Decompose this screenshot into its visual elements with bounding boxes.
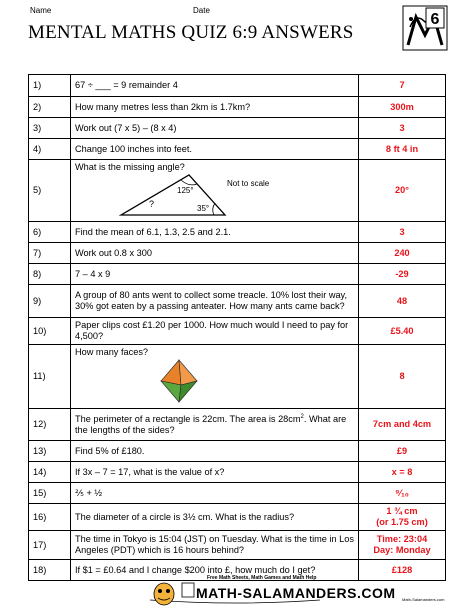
question-number: 11)	[29, 345, 71, 409]
answer: 240	[359, 243, 446, 264]
question-number: 12)	[29, 409, 71, 441]
question-number: 17)	[29, 531, 71, 560]
answer	[359, 531, 446, 560]
question-text: How many faces?	[75, 347, 149, 357]
answer	[359, 504, 446, 531]
table-row	[29, 285, 446, 318]
table-row	[29, 75, 446, 97]
quiz-table	[28, 74, 446, 581]
question-number: 1)	[29, 75, 71, 97]
footer-logo-m: M	[196, 585, 209, 601]
table-row	[29, 97, 446, 118]
angle-top-label: 125°	[177, 186, 194, 195]
name-date-line	[30, 6, 210, 15]
answer: £9	[359, 441, 446, 462]
table-row	[29, 441, 446, 462]
angle-right-label: 35°	[197, 204, 210, 213]
table-row	[29, 139, 446, 160]
question-number: 2)	[29, 97, 71, 118]
table-row	[29, 409, 446, 441]
answer-line-2: Day: Monday	[373, 545, 431, 555]
answer: 300m	[359, 97, 446, 118]
question-text: The perimeter of a rectangle is 22cm. The area is 28cm	[75, 413, 301, 424]
scale-note: Not to scale	[227, 179, 270, 188]
answer: 7cm and 4cm	[359, 409, 446, 441]
table-row	[29, 531, 446, 560]
octahedron-figure	[157, 359, 201, 403]
answer: ⁹⁄₁₀	[359, 483, 446, 504]
question-cell	[71, 409, 359, 441]
table-row	[29, 118, 446, 139]
question-text: Change 100 inches into feet.	[71, 139, 359, 160]
answer: 7	[359, 75, 446, 97]
table-row	[29, 243, 446, 264]
answer: 48	[359, 285, 446, 318]
question-text: Find 5% of £180.	[71, 441, 359, 462]
page-title: MENTAL MATHS QUIZ 6:9 ANSWERS	[28, 22, 354, 43]
answer: 8 ft 4 in	[359, 139, 446, 160]
question-number: 7)	[29, 243, 71, 264]
question-text: The diameter of a circle is 3½ cm. What is the radius?	[71, 504, 359, 531]
triangle-figure	[113, 171, 270, 219]
answer: 3	[359, 118, 446, 139]
answer: £128	[359, 560, 446, 581]
table-row	[29, 462, 446, 483]
question-text: 67 ÷ ___ = 9 remainder 4	[71, 75, 359, 97]
question-text: Work out 0.8 x 300	[71, 243, 359, 264]
question-number: 3)	[29, 118, 71, 139]
answer: 20°	[359, 160, 446, 222]
footer-url: Math-Salamanders.com	[402, 597, 445, 602]
question-number: 14)	[29, 462, 71, 483]
question-text: How many metres less than 2km is 1.7km?	[71, 97, 359, 118]
question-number: 16)	[29, 504, 71, 531]
answer: 3	[359, 222, 446, 243]
question-text: ⅖ + ½	[71, 483, 359, 504]
answer: -29	[359, 264, 446, 285]
footer-logo-text: ATH-SALAMANDERS.COM	[208, 585, 396, 601]
question-cell	[71, 345, 359, 409]
question-number: 9)	[29, 285, 71, 318]
question-text: Find the mean of 6.1, 1.3, 2.5 and 2.1.	[71, 222, 359, 243]
question-text: If $1 = £0.64 and I change $200 into £, how much do I get?	[71, 560, 359, 581]
angle-unknown-label: ?	[149, 199, 155, 209]
footer-logo	[196, 585, 396, 601]
footer-tagline: Free Math Sheets, Math Games and Math Help	[207, 575, 317, 581]
question-text: 7 – 4 x 9	[71, 264, 359, 285]
superscript: 2	[300, 413, 304, 420]
answer: £5.40	[359, 318, 446, 345]
question-number: 18)	[29, 560, 71, 581]
answer-line-1: Time: 23:04	[376, 534, 428, 544]
answer: x = 8	[359, 462, 446, 483]
question-text: A group of 80 ants went to collect some treacle. 10% lost their way, 30% got eaten by a passing anteater. How many ants came back?	[71, 285, 359, 318]
question-number: 6)	[29, 222, 71, 243]
answer: 8	[359, 345, 446, 409]
table-row	[29, 345, 446, 409]
question-number: 8)	[29, 264, 71, 285]
answer-line-2: (or 1.75 cm)	[376, 517, 428, 527]
question-text: Work out (7 x 5) – (8 x 4)	[71, 118, 359, 139]
salamander-mascot-icon	[154, 583, 174, 605]
question-text: What is the missing angle?	[75, 162, 185, 172]
question-number: 13)	[29, 441, 71, 462]
question-text: Paper clips cost £1.20 per 1000. How much would I need to pay for 4,500?	[71, 318, 359, 345]
question-cell	[71, 160, 359, 222]
table-row	[29, 222, 446, 243]
table-row	[29, 483, 446, 504]
question-text-cont: . What are the lengths of the sides?	[75, 413, 347, 435]
table-row	[29, 318, 446, 345]
salamander-logo-icon	[402, 5, 448, 51]
table-row	[29, 264, 446, 285]
date-label: Date	[193, 6, 210, 15]
name-label: Name	[30, 6, 52, 15]
table-row	[29, 504, 446, 531]
table-row	[29, 160, 446, 222]
question-text: The time in Tokyo is 15:04 (JST) on Tuesday. What is the time in Los Angeles (PDT) which is 16 hours behind?	[71, 531, 359, 560]
question-number: 4)	[29, 139, 71, 160]
question-number: 15)	[29, 483, 71, 504]
logo-number: 6	[430, 11, 440, 28]
question-text: If 3x – 7 = 17, what is the value of x?	[71, 462, 359, 483]
question-number: 5)	[29, 160, 71, 222]
answer-line-1: 1 ¾ cm	[386, 506, 418, 516]
question-number: 10)	[29, 318, 71, 345]
